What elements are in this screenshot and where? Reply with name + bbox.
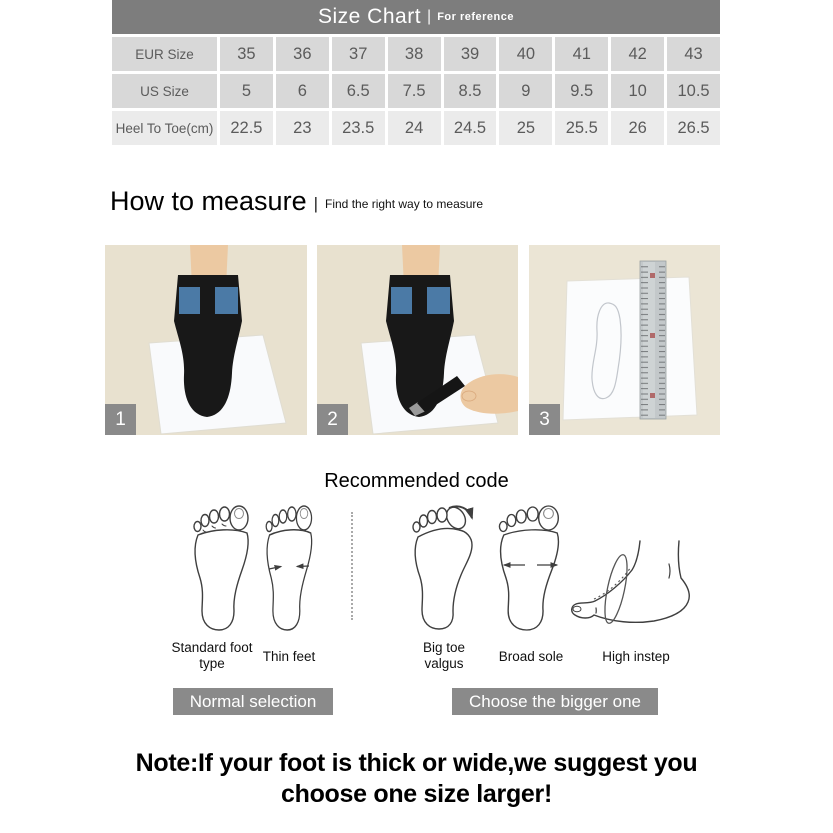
broad-foot-icon — [494, 505, 566, 631]
us-size-value: 8.5 — [444, 74, 497, 108]
note-line-1: Note:If your foot is thick or wide,we suggest you — [135, 749, 698, 777]
step-number-badge: 3 — [529, 404, 560, 435]
step-photo-3 — [529, 245, 720, 435]
us-size-value: 6 — [276, 74, 329, 108]
heel-toe-value: 25 — [499, 111, 552, 145]
title-separator: | — [427, 8, 432, 25]
eur-size-value: 43 — [667, 37, 720, 71]
high-instep-diagram — [566, 538, 702, 630]
how-to-measure-title: How to measure — [110, 186, 307, 216]
size-chart-table — [112, 0, 720, 145]
us-size-value: 9.5 — [555, 74, 608, 108]
heel-toe-value: 23 — [276, 111, 329, 145]
heel-toe-value: 26 — [611, 111, 664, 145]
step-number-badge: 1 — [105, 404, 136, 435]
step-photo-2 — [317, 245, 518, 435]
eur-size-value: 38 — [388, 37, 441, 71]
thin-foot-diagram — [262, 505, 318, 631]
row-label-us-size: US Size — [112, 74, 217, 108]
size-grid — [112, 37, 720, 108]
heel-toe-value: 22.5 — [220, 111, 273, 145]
foot-type-label: Big toe valgus — [422, 640, 466, 671]
dotted-divider — [351, 512, 353, 620]
standard-foot-icon — [189, 505, 255, 631]
heel-toe-value: 24.5 — [444, 111, 497, 145]
step-photo-1 — [105, 245, 307, 435]
row-label-heel-to-toe: Heel To Toe(cm) — [112, 111, 217, 145]
valgus-foot-icon — [409, 505, 479, 631]
eur-size-value: 35 — [220, 37, 273, 71]
heel-toe-value: 25.5 — [555, 111, 608, 145]
size-grid-row3 — [112, 111, 720, 145]
size-chart-subtitle: For reference — [437, 11, 514, 23]
high-instep-foot-icon — [566, 538, 702, 630]
foot-type-label: High instep — [602, 649, 670, 664]
us-size-value: 9 — [499, 74, 552, 108]
heading-separator: | — [313, 194, 319, 213]
big-toe-valgus-diagram — [409, 505, 479, 631]
normal-selection-button[interactable]: Normal selection — [173, 688, 333, 715]
eur-size-value: 40 — [499, 37, 552, 71]
size-chart-header — [112, 0, 720, 34]
note-line-2: choose one size larger! — [281, 780, 552, 808]
choose-bigger-one-button[interactable]: Choose the bigger one — [452, 688, 658, 715]
foot-type-label: Broad sole — [498, 649, 564, 664]
row-label-eur-size: EUR Size — [112, 37, 217, 71]
eur-size-value: 41 — [555, 37, 608, 71]
eur-size-value: 36 — [276, 37, 329, 71]
us-size-value: 7.5 — [388, 74, 441, 108]
heel-toe-value: 24 — [388, 111, 441, 145]
us-size-value: 10 — [611, 74, 664, 108]
size-chart-title: Size Chart — [317, 5, 422, 28]
how-to-measure-heading — [110, 186, 483, 217]
step-number-badge: 2 — [317, 404, 348, 435]
thin-foot-icon — [262, 505, 318, 631]
eur-size-value: 37 — [332, 37, 385, 71]
eur-size-value: 42 — [611, 37, 664, 71]
size-note — [0, 748, 833, 810]
foot-type-label: Thin feet — [262, 649, 316, 664]
how-to-measure-subtitle: Find the right way to measure — [325, 197, 484, 211]
standard-foot-diagram — [189, 505, 255, 631]
foot-type-label: Standard foot type — [171, 640, 253, 671]
heel-toe-value: 26.5 — [667, 111, 720, 145]
broad-sole-diagram — [494, 505, 566, 631]
eur-size-value: 39 — [444, 37, 497, 71]
us-size-value: 5 — [220, 74, 273, 108]
us-size-value: 10.5 — [667, 74, 720, 108]
heel-toe-value: 23.5 — [332, 111, 385, 145]
recommended-code-title: Recommended code — [324, 470, 509, 492]
us-size-value: 6.5 — [332, 74, 385, 108]
